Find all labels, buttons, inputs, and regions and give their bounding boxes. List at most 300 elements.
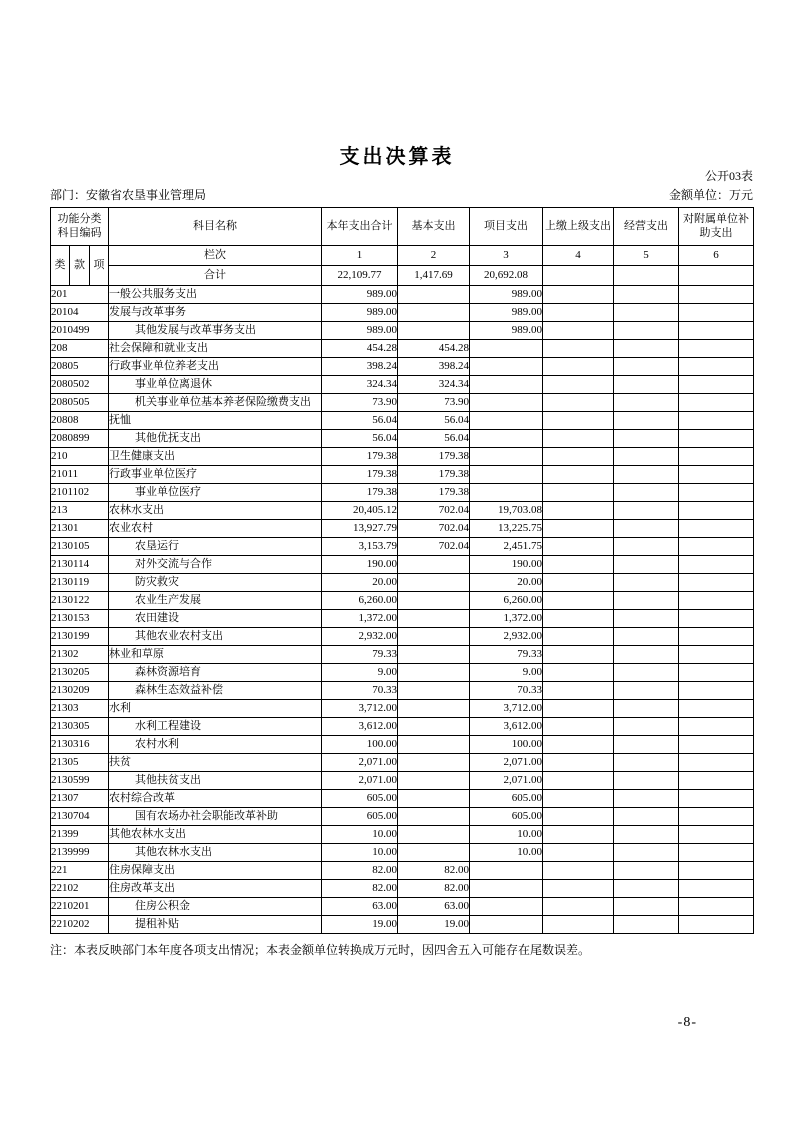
row-value [543, 862, 614, 880]
row-value: 10.00 [470, 844, 543, 862]
total-value [543, 266, 614, 286]
row-code: 2130122 [51, 592, 109, 610]
row-code: 2210202 [51, 916, 109, 934]
row-value [679, 772, 754, 790]
table-row [51, 628, 754, 646]
row-value: 56.04 [322, 412, 398, 430]
row-value [614, 628, 679, 646]
row-code: 208 [51, 340, 109, 358]
row-code: 20805 [51, 358, 109, 376]
row-value [614, 448, 679, 466]
row-value: 13,225.75 [470, 520, 543, 538]
row-value [543, 538, 614, 556]
row-name: 社会保障和就业支出 [109, 340, 322, 358]
row-value [614, 844, 679, 862]
row-value [614, 358, 679, 376]
row-code: 201 [51, 286, 109, 304]
row-value: 70.33 [322, 682, 398, 700]
row-value [679, 340, 754, 358]
row-name: 卫生健康支出 [109, 448, 322, 466]
row-value [398, 808, 470, 826]
row-value: 989.00 [322, 304, 398, 322]
row-value [398, 322, 470, 340]
row-name: 其他农业农村支出 [109, 628, 322, 646]
row-value [543, 736, 614, 754]
row-value [679, 394, 754, 412]
row-value: 190.00 [322, 556, 398, 574]
row-value [470, 880, 543, 898]
row-name: 水利工程建设 [109, 718, 322, 736]
value-column-header: 经营支出 [614, 208, 679, 246]
row-name: 事业单位医疗 [109, 484, 322, 502]
row-code: 21399 [51, 826, 109, 844]
row-value: 179.38 [322, 484, 398, 502]
header-row-1 [51, 208, 754, 246]
row-value [614, 700, 679, 718]
table-row [51, 736, 754, 754]
row-value: 19.00 [322, 916, 398, 934]
row-value: 989.00 [470, 322, 543, 340]
row-value: 1,372.00 [470, 610, 543, 628]
header-row-lanci [51, 246, 754, 266]
table-row [51, 898, 754, 916]
row-value [614, 520, 679, 538]
row-value [614, 718, 679, 736]
row-value: 73.90 [322, 394, 398, 412]
row-value: 9.00 [470, 664, 543, 682]
row-value [543, 628, 614, 646]
row-name: 农林水支出 [109, 502, 322, 520]
table-row [51, 538, 754, 556]
expenditure-table [50, 207, 754, 934]
row-value [614, 772, 679, 790]
row-value [679, 412, 754, 430]
code-group-line1: 功能分类 [57, 213, 102, 226]
row-value [398, 736, 470, 754]
table-row [51, 430, 754, 448]
table-row [51, 808, 754, 826]
page-title: 支出决算表 [339, 146, 455, 168]
row-code: 210 [51, 448, 109, 466]
row-code: 21305 [51, 754, 109, 772]
row-name: 农村水利 [109, 736, 322, 754]
row-code: 2130305 [51, 718, 109, 736]
row-value [679, 736, 754, 754]
row-value: 100.00 [470, 736, 543, 754]
lanci-number: 5 [614, 246, 679, 266]
row-value: 3,612.00 [470, 718, 543, 736]
row-name: 农业生产发展 [109, 592, 322, 610]
row-value: 56.04 [398, 412, 470, 430]
code-sub-header-xiang: 项 [90, 246, 109, 286]
page-number: -8- [677, 1015, 697, 1030]
row-name: 事业单位离退休 [109, 376, 322, 394]
table-row [51, 772, 754, 790]
row-name: 其他农林水支出 [109, 826, 322, 844]
row-value [398, 286, 470, 304]
row-value [679, 664, 754, 682]
row-value [679, 844, 754, 862]
row-value [614, 376, 679, 394]
row-name: 行政事业单位医疗 [109, 466, 322, 484]
row-value: 179.38 [398, 448, 470, 466]
lanci-number: 1 [322, 246, 398, 266]
row-name: 住房公积金 [109, 898, 322, 916]
row-value: 605.00 [322, 790, 398, 808]
row-value: 82.00 [322, 862, 398, 880]
row-value [614, 484, 679, 502]
table-row [51, 790, 754, 808]
row-name: 森林生态效益补偿 [109, 682, 322, 700]
table-row [51, 340, 754, 358]
row-code: 2130153 [51, 610, 109, 628]
row-value: 989.00 [322, 322, 398, 340]
row-value: 82.00 [398, 862, 470, 880]
row-value [543, 340, 614, 358]
row-name: 对外交流与合作 [109, 556, 322, 574]
row-value: 6,260.00 [322, 592, 398, 610]
row-code: 2130704 [51, 808, 109, 826]
row-value [470, 412, 543, 430]
row-value: 3,153.79 [322, 538, 398, 556]
row-code: 2130105 [51, 538, 109, 556]
row-value [470, 484, 543, 502]
row-code: 2139999 [51, 844, 109, 862]
row-value [470, 376, 543, 394]
row-name: 水利 [109, 700, 322, 718]
row-code: 2130199 [51, 628, 109, 646]
row-value [398, 610, 470, 628]
row-code: 2130114 [51, 556, 109, 574]
row-name: 发展与改革事务 [109, 304, 322, 322]
row-name: 其他扶贫支出 [109, 772, 322, 790]
row-value [398, 790, 470, 808]
row-value [679, 754, 754, 772]
row-name: 提租补贴 [109, 916, 322, 934]
row-value: 10.00 [322, 844, 398, 862]
row-code: 20808 [51, 412, 109, 430]
row-value [398, 844, 470, 862]
row-value [614, 862, 679, 880]
row-value [614, 304, 679, 322]
row-value [543, 682, 614, 700]
row-value: 2,071.00 [470, 754, 543, 772]
row-value [679, 484, 754, 502]
row-value [470, 862, 543, 880]
row-value [679, 790, 754, 808]
row-value [543, 304, 614, 322]
row-value: 398.24 [322, 358, 398, 376]
row-value: 3,712.00 [322, 700, 398, 718]
amount-unit-label: 金额单位：万元 [668, 188, 753, 202]
row-value: 2,071.00 [322, 754, 398, 772]
row-name: 防灾救灾 [109, 574, 322, 592]
row-code: 22102 [51, 880, 109, 898]
row-value [679, 682, 754, 700]
row-value [614, 898, 679, 916]
row-value: 79.33 [322, 646, 398, 664]
row-name: 抚恤 [109, 412, 322, 430]
row-value [614, 880, 679, 898]
row-value [679, 286, 754, 304]
row-code: 2080505 [51, 394, 109, 412]
row-value [398, 646, 470, 664]
row-value: 2,932.00 [322, 628, 398, 646]
total-value: 1,417.69 [398, 266, 470, 286]
row-value [398, 304, 470, 322]
row-value [543, 664, 614, 682]
row-value [614, 322, 679, 340]
row-value [398, 592, 470, 610]
row-value [543, 898, 614, 916]
row-value: 79.33 [470, 646, 543, 664]
row-value: 20,405.12 [322, 502, 398, 520]
row-value [543, 376, 614, 394]
lanci-number: 6 [679, 246, 754, 266]
row-value: 13,927.79 [322, 520, 398, 538]
table-row [51, 682, 754, 700]
row-name: 其他优抚支出 [109, 430, 322, 448]
row-value: 100.00 [322, 736, 398, 754]
row-value [614, 682, 679, 700]
lanci-label: 栏次 [109, 246, 322, 266]
row-value: 73.90 [398, 394, 470, 412]
row-code: 2010499 [51, 322, 109, 340]
row-value: 454.28 [322, 340, 398, 358]
code-group-line2: 科目编码 [57, 226, 102, 239]
row-value [543, 592, 614, 610]
lanci-number: 2 [398, 246, 470, 266]
row-value: 605.00 [470, 808, 543, 826]
row-value [470, 430, 543, 448]
row-value [679, 592, 754, 610]
row-value [679, 304, 754, 322]
row-value [398, 628, 470, 646]
row-code: 2130119 [51, 574, 109, 592]
row-value [398, 664, 470, 682]
row-value [679, 502, 754, 520]
total-value: 20,692.08 [470, 266, 543, 286]
row-value [543, 520, 614, 538]
row-name: 其他发展与改革事务支出 [109, 322, 322, 340]
row-value: 702.04 [398, 502, 470, 520]
row-value: 10.00 [322, 826, 398, 844]
row-code: 2080899 [51, 430, 109, 448]
row-value [679, 448, 754, 466]
row-value [679, 628, 754, 646]
row-value: 179.38 [322, 466, 398, 484]
row-value [679, 556, 754, 574]
row-value [543, 718, 614, 736]
row-value: 989.00 [470, 304, 543, 322]
row-value [614, 430, 679, 448]
row-value [470, 394, 543, 412]
row-name: 林业和草原 [109, 646, 322, 664]
row-name: 农村综合改革 [109, 790, 322, 808]
row-name: 农垦运行 [109, 538, 322, 556]
row-value [543, 394, 614, 412]
row-value: 82.00 [322, 880, 398, 898]
table-row [51, 718, 754, 736]
row-value: 6,260.00 [470, 592, 543, 610]
total-value [614, 266, 679, 286]
row-value [543, 700, 614, 718]
row-value [470, 358, 543, 376]
row-value [679, 826, 754, 844]
table-row [51, 466, 754, 484]
row-value [470, 916, 543, 934]
row-value: 10.00 [470, 826, 543, 844]
code-group-header [51, 208, 109, 246]
row-value [679, 376, 754, 394]
row-name: 一般公共服务支出 [109, 286, 322, 304]
total-value [679, 266, 754, 286]
row-value [614, 502, 679, 520]
row-code: 2210201 [51, 898, 109, 916]
row-value [614, 466, 679, 484]
table-row [51, 592, 754, 610]
row-code: 2130316 [51, 736, 109, 754]
row-value [614, 826, 679, 844]
row-value [543, 754, 614, 772]
row-value [679, 916, 754, 934]
table-row [51, 322, 754, 340]
row-value [679, 466, 754, 484]
row-value: 324.34 [398, 376, 470, 394]
row-code: 21303 [51, 700, 109, 718]
row-value [543, 556, 614, 574]
lanci-number: 3 [470, 246, 543, 266]
table-row [51, 646, 754, 664]
value-column-header: 本年支出合计 [322, 208, 398, 246]
row-value [543, 484, 614, 502]
table-row [51, 916, 754, 934]
row-value [398, 556, 470, 574]
row-value [679, 322, 754, 340]
row-value: 605.00 [470, 790, 543, 808]
row-value [679, 700, 754, 718]
row-value [543, 790, 614, 808]
row-value [398, 826, 470, 844]
row-value [679, 430, 754, 448]
row-value [614, 646, 679, 664]
row-value: 63.00 [322, 898, 398, 916]
row-value [614, 574, 679, 592]
row-name: 其他农林水支出 [109, 844, 322, 862]
row-value [398, 772, 470, 790]
row-value [614, 340, 679, 358]
row-value [679, 880, 754, 898]
row-name: 住房保障支出 [109, 862, 322, 880]
row-value: 63.00 [398, 898, 470, 916]
row-value [614, 412, 679, 430]
row-value [614, 790, 679, 808]
row-value [679, 520, 754, 538]
row-value [679, 898, 754, 916]
row-value [614, 592, 679, 610]
row-value [543, 772, 614, 790]
row-value: 190.00 [470, 556, 543, 574]
row-value [398, 718, 470, 736]
row-value [543, 466, 614, 484]
table-row [51, 574, 754, 592]
row-value [679, 718, 754, 736]
row-value: 2,932.00 [470, 628, 543, 646]
row-code: 213 [51, 502, 109, 520]
row-value: 82.00 [398, 880, 470, 898]
row-value: 70.33 [470, 682, 543, 700]
row-value [614, 736, 679, 754]
row-value: 454.28 [398, 340, 470, 358]
row-value [679, 358, 754, 376]
row-value: 179.38 [398, 484, 470, 502]
table-row [51, 304, 754, 322]
row-value [543, 430, 614, 448]
row-value [398, 682, 470, 700]
row-value [614, 538, 679, 556]
row-value [614, 394, 679, 412]
row-value [470, 898, 543, 916]
row-value: 19.00 [398, 916, 470, 934]
table-row [51, 286, 754, 304]
row-value [470, 466, 543, 484]
row-value [543, 502, 614, 520]
row-name: 行政事业单位养老支出 [109, 358, 322, 376]
row-value [543, 286, 614, 304]
table-row [51, 700, 754, 718]
row-code: 20104 [51, 304, 109, 322]
table-row [51, 358, 754, 376]
row-value [470, 448, 543, 466]
row-value [398, 754, 470, 772]
row-code: 2130209 [51, 682, 109, 700]
row-name: 森林资源培育 [109, 664, 322, 682]
department-label: 部门：安徽省农垦事业管理局 [50, 188, 207, 202]
name-column-header: 科目名称 [109, 208, 322, 246]
row-value: 19,703.08 [470, 502, 543, 520]
table-row [51, 484, 754, 502]
value-column-header: 基本支出 [398, 208, 470, 246]
code-sub-header-lei: 类 [51, 246, 70, 286]
row-value: 20.00 [322, 574, 398, 592]
table-row [51, 862, 754, 880]
table-row [51, 394, 754, 412]
total-label: 合计 [109, 266, 322, 286]
row-value [679, 610, 754, 628]
row-code: 21011 [51, 466, 109, 484]
row-value: 179.38 [322, 448, 398, 466]
row-value [543, 844, 614, 862]
row-value [679, 808, 754, 826]
row-value [543, 646, 614, 664]
row-value: 702.04 [398, 520, 470, 538]
row-name: 国有农场办社会职能改革补助 [109, 808, 322, 826]
row-value [543, 412, 614, 430]
table-row [51, 664, 754, 682]
value-column-header: 项目支出 [470, 208, 543, 246]
table-row [51, 754, 754, 772]
row-value [543, 916, 614, 934]
row-value [679, 538, 754, 556]
row-value [543, 358, 614, 376]
row-code: 2130599 [51, 772, 109, 790]
code-sub-header-kuan: 款 [70, 246, 90, 286]
value-column-header: 上缴上级支出 [543, 208, 614, 246]
footnote: 注：本表反映部门本年度各项支出情况；本表金额单位转换成万元时，因四舍五入可能存在尾数误差。 [50, 943, 591, 957]
table-row [51, 880, 754, 898]
row-name: 扶贫 [109, 754, 322, 772]
row-value [614, 286, 679, 304]
